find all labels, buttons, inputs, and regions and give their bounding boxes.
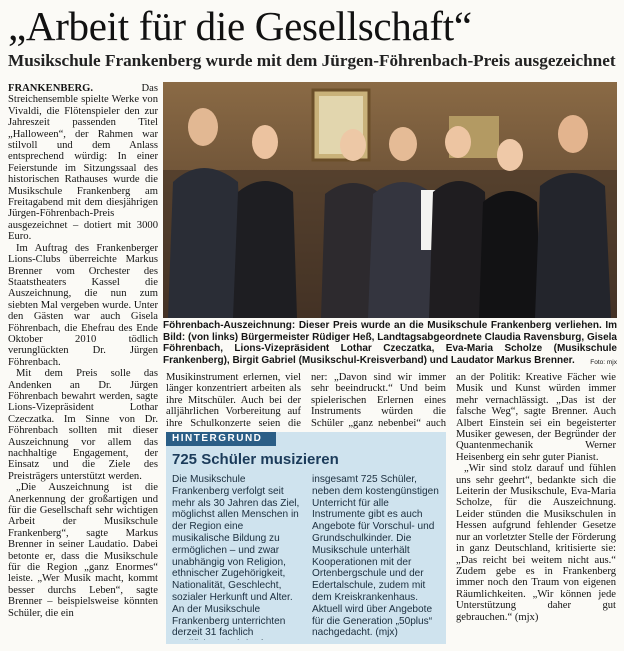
paragraph: Das Streichensemble spielte Werke von Vivaldi, die Flötenspieler den zur Jahreszeit passenden Titel „Halloween“, der Rahmen war stilvoll und dem Anlass entsprechend würdig: In einer Feierstunde im Sitzungssaal des historischen Rathauses wurde die Musikschule Frankenberg am Freitagabend mit dem diesjährigen Jürgen-Föhrenbach-Preis ausgezeichnet – dotiert mit 3000 Euro. bbox=[8, 83, 158, 243]
box-column-left bbox=[172, 474, 302, 640]
background-tag: HINTERGRUND bbox=[166, 432, 276, 446]
dateline: FRANKENBERG. bbox=[8, 83, 94, 94]
paragraph: Die Musikschule Frankenberg verfolgt seit mehr als 30 Jahren das Ziel, möglichst allen Menschen in der Region eine musikalische Bildung zu ermöglichen – und zwar unabhängig von Religion, ethnischer Zugehörigkeit, Nationalität, Geschlecht, sozialer Herkunft und Alter. An der Musikschule Frankenberg unterrichten derzeit 31 fachlich bbox=[172, 474, 300, 639]
headline: „Arbeit für die Gesellschaft“ bbox=[8, 3, 472, 49]
paragraph: Mit dem Preis solle das Andenken an Dr. Jürgen Föhrenbach bewahrt werden, sagte Lions-Vizepräsident Lothar Czeczatka. Im Sinne von Dr. Föhrenbach sollten mit dieser Auszeichnung vor allem das nachhaltige Engagement, der Einsatz und die Ziele des Preisträgers unterstützt werden. bbox=[8, 368, 158, 482]
caption-text: Dieser Preis wurde an die Musikschule Frankenberg verliehen. Im Bild: (von links) Bürgermeister Rüdiger Heß, Landtagsabgeordnete Claudia Ravensburg, Gisela Föhrenbach, Lions-Vizepräsident Lothar Czeczatka, Eva-Maria Scholze (Musikschule Frankenberg), Birgit Gabriel (Musikschul-Kreisverband) und Laudator Markus Brenner. bbox=[163, 320, 617, 366]
article-photo bbox=[163, 82, 617, 318]
photo-caption bbox=[163, 320, 617, 368]
subheadline: Musikschule Frankenberg wurde mit dem Jürgen-Föhrenbach-Preis ausgezeichnet bbox=[8, 51, 616, 70]
paragraph: ner: „Davon sind wir immer sehr beeindruckt.“ Und beim spielerischen Erlernen eines Instruments würden die Schüler „ganz nebenbei“ auch bbox=[311, 372, 446, 429]
article-column-3 bbox=[311, 372, 446, 430]
paragraph: Musikinstrument erlernen, viel länger konzentriert arbeiten als ihre Mitschüler. Auch bei der alljährlichen Vorbereitung auf ihre Schulkonzerte seien die bbox=[166, 372, 301, 429]
paragraph: „Die Auszeichnung ist die Anerkennung der großartigen und für die Gesellschaft sehr wichtigen Arbeit der Musikschule Frankenberg“, sagte Markus Brenner in seiner Laudatio. Dabei betonte er, dass die Musikschule für die Region „ganz Enormes“ leiste. „Wer Musik macht, kommt besser durchs Leben“, sagte Brenner – beispielsweise könnten Schüler, die ein bbox=[8, 482, 158, 619]
paragraph: insgesamt 725 Schüler, neben dem kostengünstigen Unterricht für alle Instrumente gibt es auch Angebote für Vorschul- und Grundschulkinder. Die Musikschule unterhält Kooperationen mit der Ortenbergschule und der Edertalschule, zudem mit dem Kreiskrankenhaus. Aktuell wird über Angebote für die Generation „50plus“ nachgedacht. (mjx) bbox=[312, 474, 439, 639]
photo-credit: Foto: mjx bbox=[590, 358, 617, 366]
article-column-2 bbox=[166, 372, 301, 430]
article-column-4 bbox=[456, 372, 616, 646]
group-photo-illustration bbox=[163, 82, 617, 318]
box-column-right bbox=[312, 474, 442, 640]
caption-lead: Föhrenbach-Auszeichnung: bbox=[163, 320, 296, 331]
paragraph: an der Politik: Kreative Fächer wie Musik und Kunst würden immer mehr vernachlässigt. „Das ist der falsche Weg“, sagte Brenner. Auch Albert Einstein sei ein begeisterter Musiker gewesen, der Begründer der Quantenmechanik Werner Heisenberg ein sehr guter Pianist. bbox=[456, 372, 616, 463]
article-column-1 bbox=[8, 83, 158, 646]
paragraph: Im Auftrag des Frankenberger Lions-Clubs überreichte Markus Brenner vom Orchester des Staatstheaters Kassel die Auszeichnung, die nun zum siebten Mal vergeben wurde. Unter den Gästen war auch Gisela Föhrenbach, die Ehefrau des Ende Oktober 2010 tödlich verunglückten Dr. Jürgen Föhrenbach. bbox=[8, 242, 158, 368]
paragraph: „Wir sind stolz darauf und fühlen uns sehr geehrt“, bedankte sich die Leiterin der Musikschule, Eva-Maria Scholze, für die Auszeichnung. Leider stünden die Musikschulen in Hessen aufgrund fehlender Gesetze nur an vorletzter Stelle der Förderung in ganz Deutschland, kritisierte sie: „Das reicht bei weitem nicht aus.“ Zudem gebe es in Frankenberg immer noch den Traum von eigenen Räumlichkeiten. „Wir können jede Unterstützung daher gut gebrauchen.“ (mjx) bbox=[456, 463, 616, 623]
box-title: 725 Schüler musizieren bbox=[172, 451, 339, 468]
